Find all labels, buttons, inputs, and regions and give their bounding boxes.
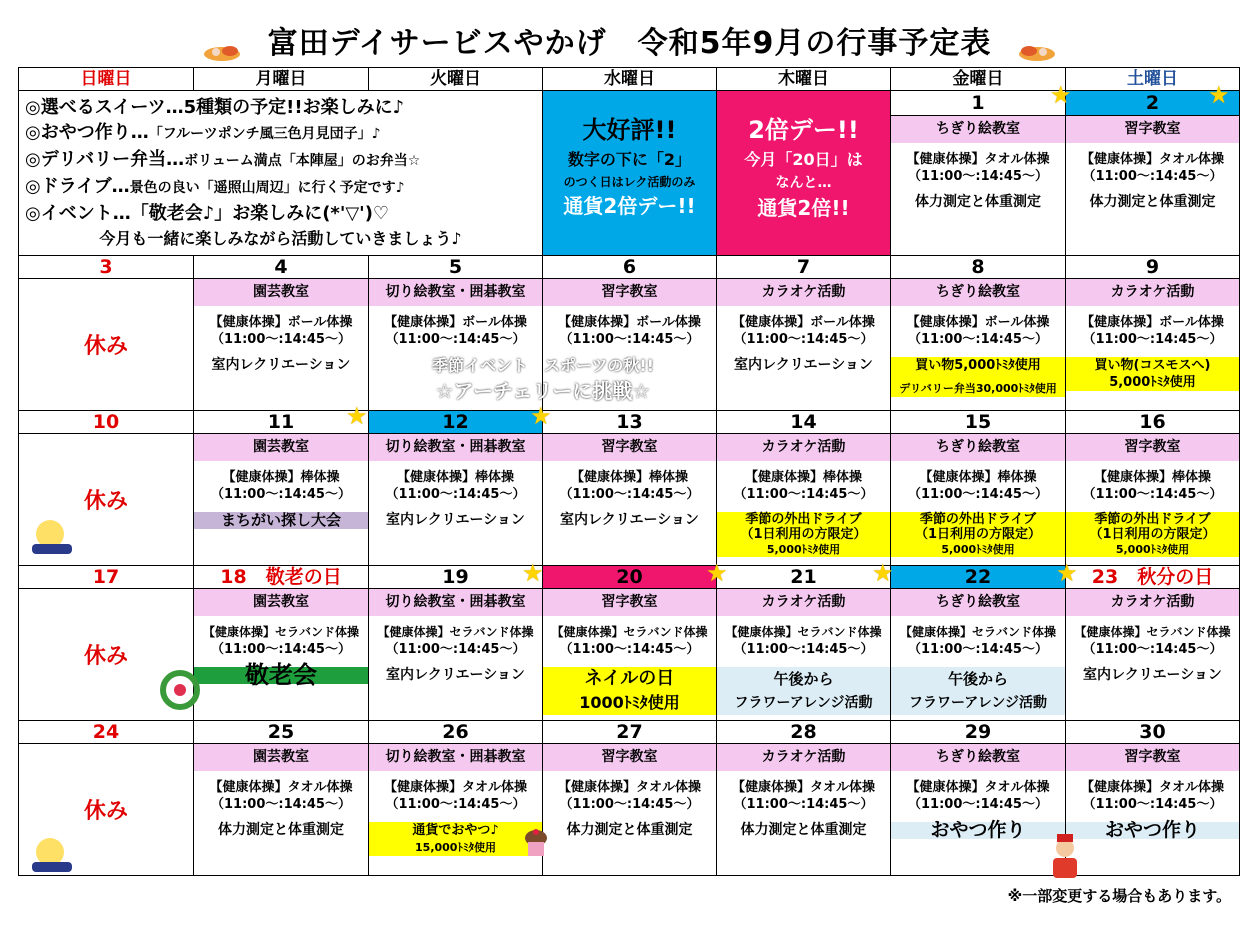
- day-cell-22: ちぎり絵教室 【健康体操】セラバンド体操 （11:00～:14:45～） 午後から フラワーアレンジ活動: [891, 589, 1066, 721]
- memo-line: ◎おやつ作り…「フルーツポンチ風三色月見団子」♪: [25, 122, 381, 143]
- day-cell-14: カラオケ活動 【健康体操】棒体操 （11:00～:14:45～） 季節の外出ドライブ （1日利用の方限定） 5,000ﾄﾐﾀ使用: [717, 434, 891, 566]
- day-cell-28: カラオケ活動 【健康体操】タオル体操 （11:00～:14:45～） 体力測定と体重測定: [717, 744, 891, 876]
- cupcake-icon: [522, 828, 550, 862]
- sunday-rest-cell: 休み: [19, 434, 194, 566]
- week-2-row: [19, 279, 1240, 411]
- weekday-sun: 日曜日: [19, 68, 194, 91]
- weekday-tue: 火曜日: [369, 68, 543, 91]
- memo-line: ◎ドライブ…景色の良い「遥照山周辺」に行く予定です♪: [25, 176, 405, 197]
- page-title: 富田デイサービスやかげ 令和5年9月の行事予定表: [0, 22, 1259, 66]
- day-cell-16: 習字教室 【健康体操】棒体操 （11:00～:14:45～） 季節の外出ドライブ （1日利用の方限定） 5,000ﾄﾐﾀ使用: [1066, 434, 1240, 566]
- moon-rabbit-illustration-icon: [26, 836, 78, 880]
- star-icon: ★: [872, 559, 894, 587]
- day-cell-23: カラオケ活動 【健康体操】セラバンド体操 （11:00～:14:45～） 室内レクリエーション: [1066, 589, 1240, 721]
- moon-rabbit-illustration-icon: [26, 518, 78, 562]
- star-icon: ★: [1056, 559, 1078, 587]
- week-1-row: [19, 91, 1240, 256]
- day-cell-25: 園芸教室 【健康体操】タオル体操 （11:00～:14:45～） 体力測定と体重測定: [194, 744, 369, 876]
- weekday-thu: 木曜日: [717, 68, 891, 91]
- week-4-row: [19, 589, 1240, 721]
- day-cell-29: ちぎり絵教室 【健康体操】タオル体操 （11:00～:14:45～） おやつ作り: [891, 744, 1066, 876]
- memo-line: ◎イベント…「敬老会♪」お楽しみに(*'▽')♡: [25, 203, 390, 224]
- day-cell-21: カラオケ活動 【健康体操】セラバンド体操 （11:00～:14:45～） 午後から フラワーアレンジ活動: [717, 589, 891, 721]
- day-cell-15: ちぎり絵教室 【健康体操】棒体操 （11:00～:14:45～） 季節の外出ドライブ （1日利用の方限定） 5,000ﾄﾐﾀ使用: [891, 434, 1066, 566]
- star-icon: ★: [530, 402, 552, 430]
- day-cell-27: 習字教室 【健康体操】タオル体操 （11:00～:14:45～） 体力測定と体重測定: [543, 744, 717, 876]
- week-4-date-row: 17 18 敬老の日 19 20 21 22 23 秋分の日: [19, 566, 1240, 589]
- sunday-rest-cell: 休み: [19, 279, 194, 411]
- day-cell-11: 園芸教室 【健康体操】棒体操 （11:00～:14:45～） まちがい探し大会: [194, 434, 369, 566]
- day-cell-26: 切り絵教室・囲碁教室 【健康体操】タオル体操 （11:00～:14:45～） 通貨でおやつ♪ 15,000ﾄﾐﾀ使用: [369, 744, 543, 876]
- weekday-fri: 金曜日: [891, 68, 1066, 91]
- chef-person-icon: [1045, 832, 1085, 886]
- day-cell-8: ちぎり絵教室 【健康体操】ボール体操 （11:00～:14:45～） 買い物5,000ﾄﾐﾀ使用 デリバリー弁当30,000ﾄﾐﾀ使用: [891, 279, 1066, 411]
- sunday-rest-cell: 休み: [19, 744, 194, 876]
- day-cell-18: 園芸教室 【健康体操】セラバンド体操 （11:00～:14:45～） 敬老会: [194, 589, 369, 721]
- thu-special-cell: 2倍デー!! 今月「20日」は なんと… 通貨2倍!!: [717, 91, 891, 256]
- star-icon: ★: [1050, 81, 1072, 109]
- day-cell-4: 園芸教室 【健康体操】ボール体操 （11:00～:14:45～） 室内レクリエーション: [194, 279, 369, 411]
- autumn-leaf-icon: [1015, 34, 1059, 56]
- celebration-wreath-icon: [160, 668, 200, 716]
- week-3-row: [19, 434, 1240, 566]
- day-cell-19: 切り絵教室・囲碁教室 【健康体操】セラバンド体操 （11:00～:14:45～） 室内レクリエーション: [369, 589, 543, 721]
- archery-event-text: 季節イベント スポーツの秋!! ☆アーチェリーに挑戦☆: [432, 356, 654, 403]
- weekday-wed: 水曜日: [543, 68, 717, 91]
- day-cell-7: カラオケ活動 【健康体操】ボール体操 （11:00～:14:45～） 室内レクリエーション: [717, 279, 891, 411]
- day-cell-30: 習字教室 【健康体操】タオル体操 （11:00～:14:45～） おやつ作り: [1066, 744, 1240, 876]
- week-3-date-row: 10 11 12 13 14 15 16: [19, 411, 1240, 434]
- day-cell-6: 習字教室 【健康体操】ボール体操 （11:00～:14:45～）: [543, 279, 717, 411]
- sunday-rest-cell: 休み: [19, 589, 194, 721]
- week-5-date-row: 24 25 26 27 28 29 30: [19, 721, 1240, 744]
- memo-line: ◎デリバリー弁当…ボリューム満点「本陣屋」のお弁当☆: [25, 149, 421, 170]
- day-cell-5: 切り絵教室・囲碁教室 【健康体操】ボール体操 （11:00～:14:45～）: [369, 279, 543, 411]
- calendar-table: [18, 67, 1240, 876]
- day-cell-1: 1 ちぎり絵教室 【健康体操】タオル体操 （11:00～:14:45～） 体力測定と体重測定: [891, 91, 1066, 256]
- star-icon: ★: [1208, 81, 1230, 109]
- autumn-leaf-icon: [200, 34, 244, 56]
- star-icon: ★: [522, 559, 544, 587]
- day-cell-2: 2 習字教室 【健康体操】タオル体操 （11:00～:14:45～） 体力測定と体重測定: [1066, 91, 1240, 256]
- day-cell-9: カラオケ活動 【健康体操】ボール体操 （11:00～:14:45～） 買い物(コスモスへ) 5,000ﾄﾐﾀ使用: [1066, 279, 1240, 411]
- memo-line: ◎選べるスイーツ…5種類の予定!!お楽しみに♪: [25, 97, 405, 118]
- weekday-mon: 月曜日: [194, 68, 369, 91]
- day-cell-12: 切り絵教室・囲碁教室 【健康体操】棒体操 （11:00～:14:45～） 室内レクリエーション: [369, 434, 543, 566]
- day-cell-13: 習字教室 【健康体操】棒体操 （11:00～:14:45～） 室内レクリエーション: [543, 434, 717, 566]
- star-icon: ★: [346, 402, 368, 430]
- day-cell-20: 習字教室 【健康体操】セラバンド体操 （11:00～:14:45～） ネイルの日 1000ﾄﾐﾀ使用: [543, 589, 717, 721]
- star-icon: ★: [706, 559, 728, 587]
- footnote: ※一部変更する場合もあります。: [1007, 887, 1231, 905]
- week-2-date-row: 3 4 5 6 7 8 9: [19, 256, 1240, 279]
- memo-line: 今月も一緒に楽しみながら活動していきましょう♪: [99, 229, 462, 248]
- monthly-memo: [19, 91, 543, 256]
- weekday-sat: 土曜日: [1066, 68, 1240, 91]
- wed-special-cell: 大好評!! 数字の下に「2」 のつく日はレク活動のみ 通貨2倍デー!!: [543, 91, 717, 256]
